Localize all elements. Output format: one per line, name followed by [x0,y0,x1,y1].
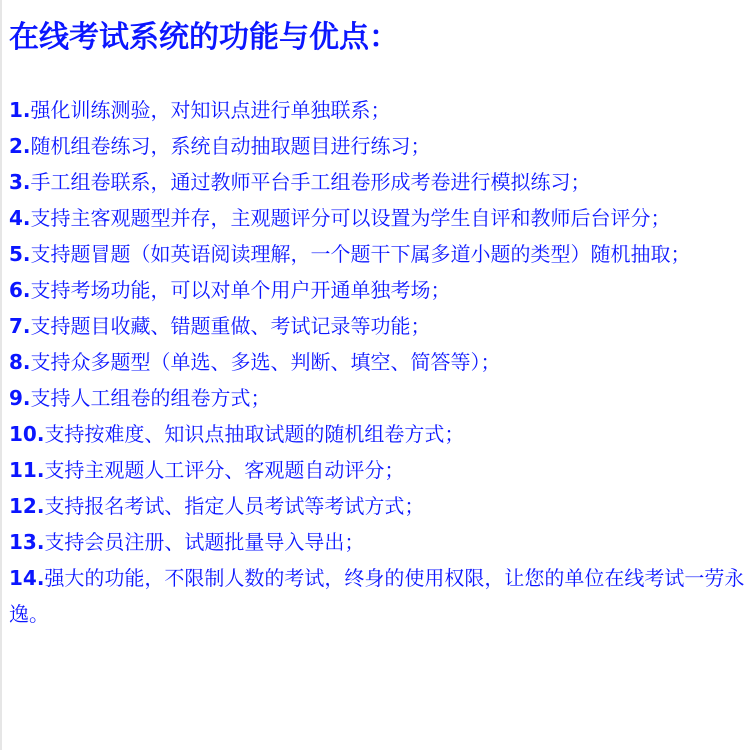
item-text: 支持题目收藏、错题重做、考试记录等功能； [30,314,431,338]
item-number: 7. [9,314,31,338]
item-text: 支持按难度、知识点抽取试题的随机组卷方式； [44,422,465,446]
item-number: 12. [9,494,45,518]
item-text: 支持众多题型（单选、多选、判断、填空、简答等）； [30,350,501,374]
item-text: 支持主客观题型并存，主观题评分可以设置为学生自评和教师后台评分； [30,206,671,230]
list-item [9,308,749,344]
list-item [9,92,749,128]
list-item [9,452,749,488]
item-number: 10. [9,422,45,446]
item-text: 支持会员注册、试题批量导入导出； [44,530,365,554]
item-text: 强大的功能，不限制人数的考试，终身的使用权限，让您的单位在线考试一劳永逸。 [9,566,745,626]
item-text: 支持人工组卷的组卷方式； [30,386,271,410]
list-item [9,560,749,632]
item-number: 3. [9,170,31,194]
item-number: 6. [9,278,31,302]
feature-list [9,92,749,632]
item-number: 4. [9,206,31,230]
list-item [9,380,749,416]
list-item [9,524,749,560]
item-number: 13. [9,530,45,554]
list-item [9,272,749,308]
item-number: 11. [9,458,45,482]
page-title: 在线考试系统的功能与优点： [9,20,399,55]
list-item [9,344,749,380]
item-number: 1. [9,98,31,122]
item-text: 支持报名考试、指定人员考试等考试方式； [44,494,425,518]
list-item [9,200,749,236]
item-text: 随机组卷练习，系统自动抽取题目进行练习； [30,134,431,158]
item-number: 8. [9,350,31,374]
item-number: 5. [9,242,31,266]
item-text: 支持考场功能，可以对单个用户开通单独考场； [30,278,451,302]
item-text: 手工组卷联系，通过教师平台手工组卷形成考卷进行模拟练习； [30,170,591,194]
list-item [9,488,749,524]
list-item [9,164,749,200]
item-number: 9. [9,386,31,410]
item-text: 支持题冒题（如英语阅读理解，一个题干下属多道小题的类型）随机抽取； [30,242,691,266]
item-number: 2. [9,134,31,158]
list-item [9,416,749,452]
item-number: 14. [9,566,45,590]
list-item [9,128,749,164]
item-text: 支持主观题人工评分、客观题自动评分； [44,458,405,482]
list-item [9,236,749,272]
item-text: 强化训练测验，对知识点进行单独联系； [30,98,391,122]
